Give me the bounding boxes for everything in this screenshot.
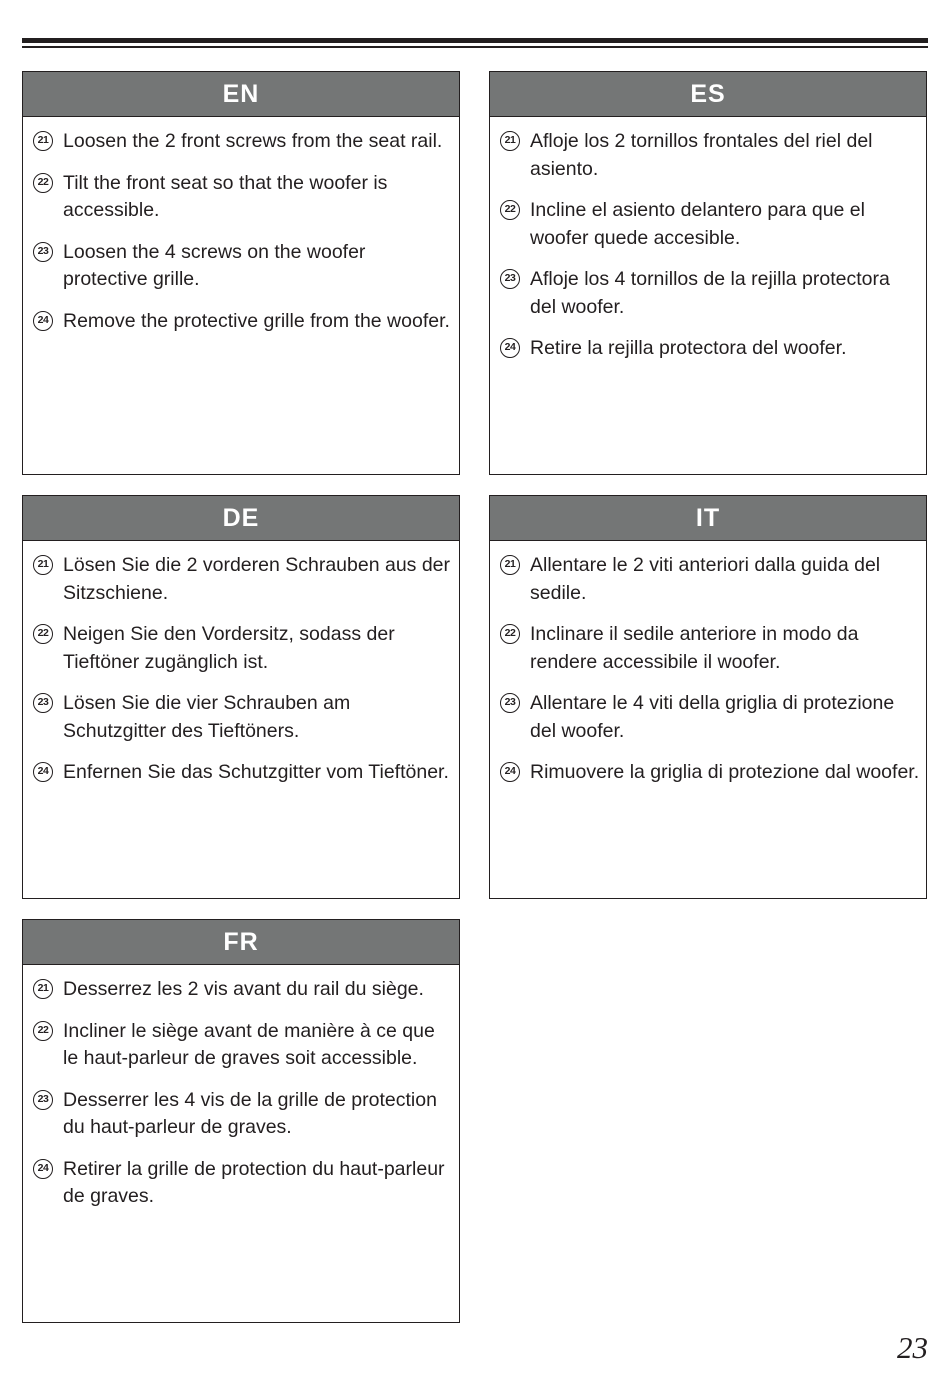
step-item bbox=[33, 1018, 459, 1073]
step-number: 22 bbox=[500, 200, 520, 220]
step-number: 22 bbox=[33, 624, 53, 644]
step-number: 22 bbox=[500, 624, 520, 644]
step-text: Lösen Sie die 2 vorderen Schrauben aus der Sitzschiene. bbox=[63, 554, 451, 604]
step-text: Inclinare il sedile anteriore in modo da rendere accessibile il woofer. bbox=[530, 623, 859, 673]
step-text: Enfernen Sie das Schutzgitter vom Tieftöner. bbox=[63, 761, 449, 783]
step-item bbox=[33, 621, 459, 676]
step-item bbox=[33, 690, 459, 745]
step-text: Desserrez les 2 vis avant du rail du siège. bbox=[63, 978, 424, 1000]
step-list bbox=[23, 541, 459, 787]
section-it bbox=[489, 495, 927, 899]
section-header: FR bbox=[23, 920, 459, 965]
step-text: Incline el asiento delantero para que el woofer quede accesible. bbox=[530, 199, 865, 249]
step-text: Lösen Sie die vier Schrauben am Schutzgitter des Tieftöners. bbox=[63, 692, 351, 742]
step-number: 23 bbox=[33, 693, 53, 713]
step-list bbox=[490, 541, 926, 787]
section-fr bbox=[22, 919, 460, 1323]
step-text: Loosen the 2 front screws from the seat rail. bbox=[63, 130, 443, 152]
step-number: 22 bbox=[33, 1021, 53, 1041]
step-text: Retirer la grille de protection du haut-parleur de graves. bbox=[63, 1157, 445, 1207]
step-text: Remove the protective grille from the woofer. bbox=[63, 309, 450, 332]
step-item bbox=[500, 621, 926, 676]
section-header: ES bbox=[490, 72, 926, 117]
page-number: 23 bbox=[897, 1330, 928, 1365]
step-number: 24 bbox=[500, 762, 520, 782]
step-text: Neigen Sie den Vordersitz, sodass der Tieftöner zugänglich ist. bbox=[63, 623, 395, 673]
step-number: 21 bbox=[33, 131, 53, 151]
step-list bbox=[490, 117, 926, 363]
step-item bbox=[500, 690, 926, 745]
step-list bbox=[23, 965, 459, 1211]
step-item bbox=[33, 759, 459, 787]
step-number: 21 bbox=[33, 979, 53, 999]
step-number: 24 bbox=[33, 1159, 53, 1179]
step-number: 21 bbox=[33, 555, 53, 575]
step-item bbox=[33, 239, 459, 294]
step-item bbox=[33, 128, 459, 156]
step-text: Allentare le 4 viti della griglia di protezione del woofer. bbox=[530, 692, 895, 742]
step-item bbox=[500, 552, 926, 607]
step-item bbox=[33, 1087, 459, 1142]
step-text: Afloje los 2 tornillos frontales del riel del asiento. bbox=[530, 130, 873, 180]
step-text: Tilt the front seat so that the woofer is accessible. bbox=[63, 171, 388, 221]
step-item bbox=[33, 308, 459, 336]
step-number: 23 bbox=[500, 269, 520, 289]
section-es bbox=[489, 71, 927, 475]
step-item bbox=[500, 128, 926, 183]
step-number: 22 bbox=[33, 173, 53, 193]
step-text: Desserrer les 4 vis de la grille de protection du haut-parleur de graves. bbox=[63, 1088, 437, 1138]
step-text: Allentare le 2 viti anteriori dalla guida del sedile. bbox=[530, 554, 881, 604]
step-text: Rimuovere la griglia di protezione dal woofer. bbox=[530, 761, 920, 783]
step-item bbox=[33, 552, 459, 607]
step-number: 21 bbox=[500, 555, 520, 575]
step-item bbox=[500, 335, 926, 363]
step-item bbox=[500, 759, 926, 787]
step-number: 21 bbox=[500, 131, 520, 151]
step-text: Afloje los 4 tornillos de la rejilla protectora del woofer. bbox=[530, 268, 890, 318]
step-item bbox=[33, 1156, 459, 1211]
step-number: 23 bbox=[500, 693, 520, 713]
step-item bbox=[500, 266, 926, 321]
step-list bbox=[23, 117, 459, 335]
section-header: DE bbox=[23, 496, 459, 541]
step-number: 23 bbox=[33, 242, 53, 262]
top-rule-thick bbox=[22, 38, 928, 43]
step-number: 24 bbox=[500, 338, 520, 358]
step-number: 24 bbox=[33, 762, 53, 782]
step-number: 24 bbox=[33, 311, 53, 331]
section-de bbox=[22, 495, 460, 899]
step-number: 23 bbox=[33, 1090, 53, 1110]
step-text: Retire la rejilla protectora del woofer. bbox=[530, 337, 847, 359]
step-item bbox=[33, 170, 459, 225]
step-text: Loosen the 4 screws on the woofer protective grille. bbox=[63, 240, 366, 290]
step-item bbox=[33, 976, 459, 1004]
section-header: IT bbox=[490, 496, 926, 541]
step-text: Incliner le siège avant de manière à ce que le haut-parleur de graves soit accessible. bbox=[63, 1019, 435, 1069]
top-rule-thin bbox=[22, 46, 928, 48]
step-item bbox=[500, 197, 926, 252]
section-en bbox=[22, 71, 460, 475]
section-header: EN bbox=[23, 72, 459, 117]
